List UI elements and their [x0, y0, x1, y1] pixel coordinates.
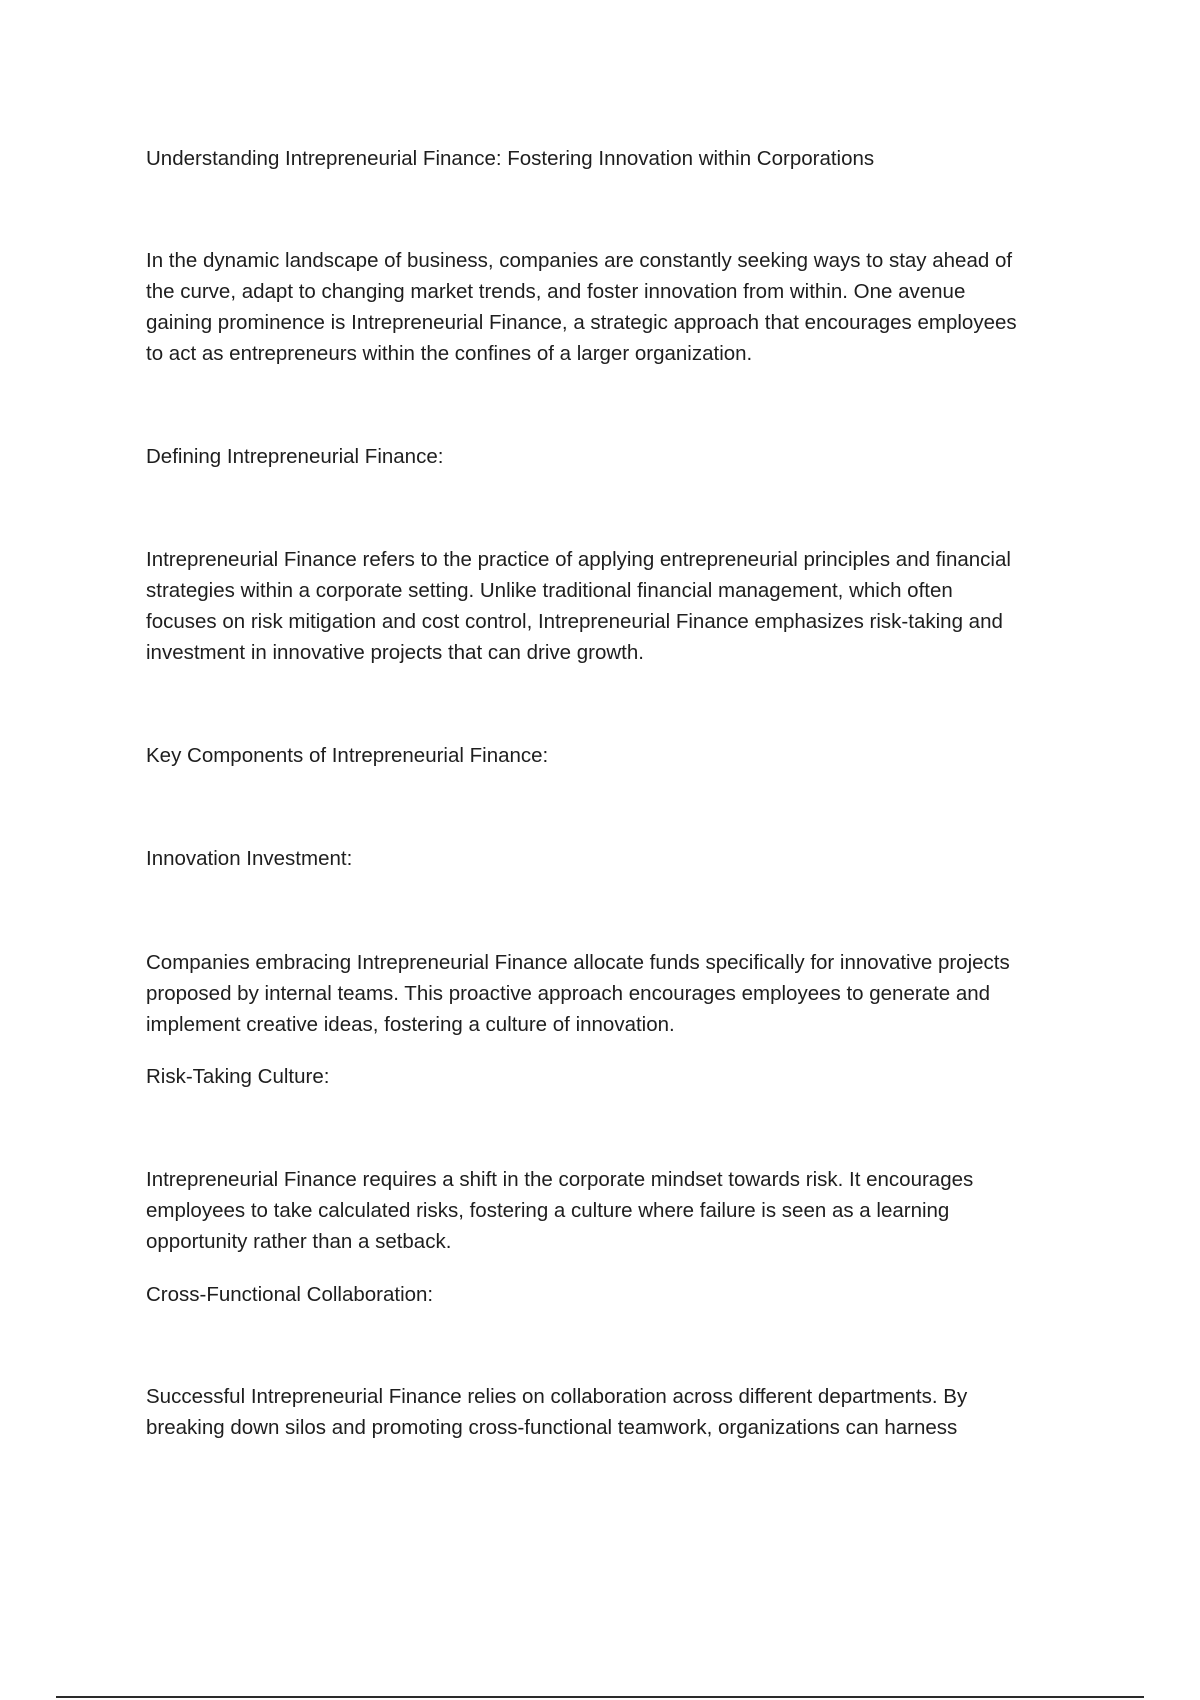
cross-functional-paragraph: Successful Intrepreneurial Finance relies on collaboration across different departments. By breaking down silos and promoting cross-functional teamwork, organizations can harness	[146, 1385, 968, 1439]
definition-paragraph: Intrepreneurial Finance refers to the practice of applying entrepreneurial principles and financial strategies within a corporate setting. Unlike traditional financial management, which often focuses on risk mitigation and cost control, Intrepreneurial Finance emphasizes risk-taking and investment in innovative projects that can drive growth.	[146, 548, 1011, 664]
risk-taking-culture-paragraph: Intrepreneurial Finance requires a shift in the corporate mindset towards risk. It encourages employees to take calculated risks, fostering a culture where failure is seen as a learning opportunity rather than a setback.	[146, 1168, 974, 1253]
innovation-investment-paragraph: Companies embracing Intrepreneurial Finance allocate funds specifically for innovative projects proposed by internal teams. This proactive approach encourages employees to generate and implement creative ideas, fostering a culture of innovation.	[146, 951, 1010, 1036]
components-heading: Key Components of Intrepreneurial Finance:	[146, 744, 549, 767]
definition-heading: Defining Intrepreneurial Finance:	[146, 445, 444, 468]
cross-functional-heading: Cross-Functional Collaboration:	[146, 1283, 434, 1306]
page-bottom-divider	[56, 1696, 1144, 1698]
document-title: Understanding Intrepreneurial Finance: Fostering Innovation within Corporations	[146, 147, 875, 170]
risk-taking-culture-heading: Risk-Taking Culture:	[146, 1065, 330, 1088]
intro-paragraph: In the dynamic landscape of business, companies are constantly seeking ways to stay ahead of the curve, adapt to changing market trends, and foster innovation from within. One avenue gaining prominence is Intrepreneurial Finance, a strategic approach that encourages employees to act as entrepreneurs within the confines of a larger organization.	[146, 249, 1017, 365]
innovation-investment-heading: Innovation Investment:	[146, 847, 353, 870]
